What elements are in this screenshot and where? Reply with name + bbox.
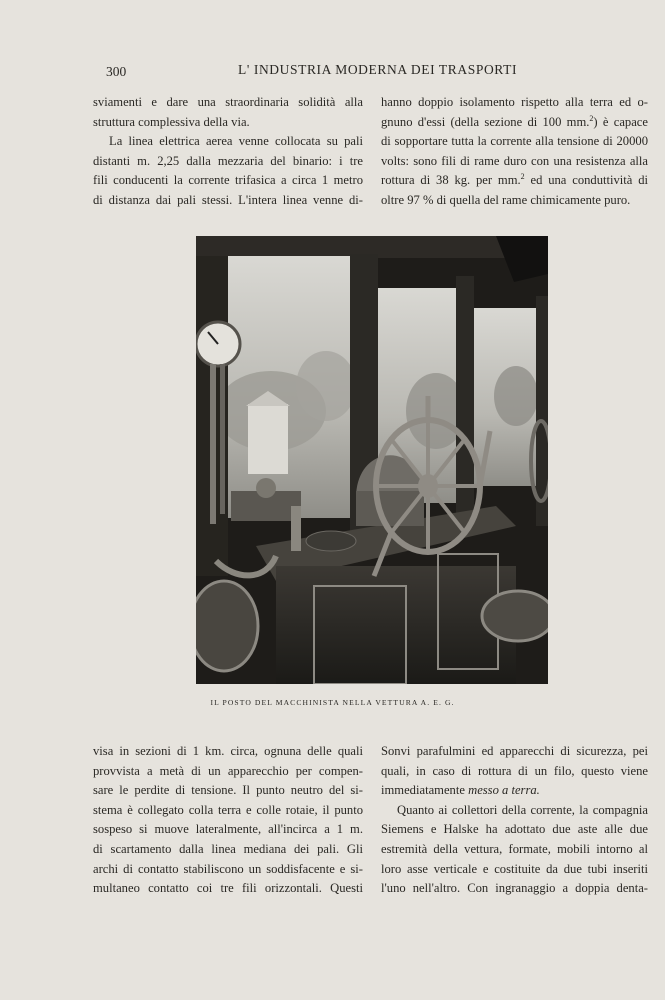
text-line: Quanto ai collettori della corrente, la compagnia <box>397 802 648 817</box>
text-line: sare le perdite di tensione. Il punto neutro del si- <box>93 783 363 798</box>
text-line: fili conducenti la corrente trifasica a circa 1 metro <box>93 173 363 188</box>
text-line-part: ) è capace <box>593 114 648 129</box>
controller-base <box>356 491 424 526</box>
text-column-top-right <box>381 93 648 211</box>
text-line: Siemens e Halske ha adottato due aste alle due <box>381 822 648 837</box>
text-line-part: rottura di 38 kg. per mm. <box>381 173 521 188</box>
gauge-pipe <box>210 364 216 524</box>
text-line: visa in sezioni di 1 km. circa, ognuna delle quali <box>93 744 363 758</box>
text-column-top-left <box>93 93 363 211</box>
superscript: 2 <box>589 113 594 123</box>
window-pillar <box>456 276 474 526</box>
gauge-pipe <box>220 364 225 514</box>
driver-cab-illustration <box>196 236 548 684</box>
text-line: stema è collegato colla terra e colle rotaie, il punto <box>93 802 363 817</box>
text-line: multaneo contatto coi tre fili orizzontali. Questi <box>93 881 363 896</box>
text-line <box>381 171 648 191</box>
text-column-bottom-left <box>93 742 363 899</box>
text-line: provvista a metà di un apparecchio per compen- <box>93 763 363 778</box>
text-line: volts: sono fili di rame duro con una resistenza alla <box>381 153 648 168</box>
text-line: archi di contatto stabiliscono un soddisfacente e si- <box>93 861 363 876</box>
text-line: estremità della vettura, formate, mobili intorno al <box>381 841 648 856</box>
text-line: loro asse verticale e costituite da due tubi inseriti <box>381 861 648 876</box>
text-line: La linea elettrica aerea venne collocata su pali <box>109 134 363 149</box>
text-line-part: immediatamente <box>381 783 465 798</box>
text-line: hanno doppio isolamento rispetto alla terra ed o- <box>381 95 648 109</box>
page-number: 300 <box>106 64 127 79</box>
building <box>248 404 288 474</box>
text-line: distanti m. 2,25 dalla mezzaria del binario: i tre <box>93 153 363 168</box>
valve-pipe <box>291 506 301 551</box>
text-line: sospeso si muove lateralmente, all'incirca a 1 m. <box>93 822 363 837</box>
text-line: struttura complessiva della via. <box>93 114 250 129</box>
text-line: di scartamento dalla linea mediana dei pali. Gli <box>93 841 363 856</box>
text-line-part: gnuno d'essi (della sezione di 100 mm. <box>381 114 590 129</box>
text-line: di sopportare tutta la corrente alla tensione di 20000 <box>381 134 648 149</box>
text-column-bottom-right <box>381 742 648 899</box>
figure-caption: IL POSTO DEL MACCHINISTA NELLA VETTURA A. E. G. <box>210 698 455 707</box>
stool-seat <box>482 591 548 641</box>
superscript: 2 <box>520 172 525 182</box>
valve-handle <box>256 478 276 498</box>
text-line <box>381 781 648 801</box>
text-line: sviamenti e dare una straordinaria solidità alla <box>93 95 363 109</box>
text-line: di distanza dai pali stessi. L'intera linea venne di- <box>93 192 363 207</box>
text-line: oltre 97 % di quella del rame chimicamente puro. <box>381 192 631 207</box>
round-plate <box>306 531 356 551</box>
tree-foliage <box>494 366 538 426</box>
text-line <box>381 113 648 133</box>
text-line: Sonvi parafulmini ed apparecchi di sicurezza, pei <box>381 744 648 758</box>
basin <box>196 581 258 671</box>
italic-phrase: messo a terra. <box>468 783 540 798</box>
text-line-part: ed una conduttività di <box>524 173 649 188</box>
running-title: L' INDUSTRIA MODERNA DEI TRASPORTI <box>238 62 518 77</box>
figure-photograph <box>196 236 548 684</box>
tree-foliage <box>296 351 356 421</box>
text-line: quali, in caso di rottura di un filo, questo viene <box>381 763 648 778</box>
text-line: l'uno nell'altro. Con ingranaggio a doppia denta- <box>381 881 648 896</box>
control-desk <box>276 566 516 684</box>
